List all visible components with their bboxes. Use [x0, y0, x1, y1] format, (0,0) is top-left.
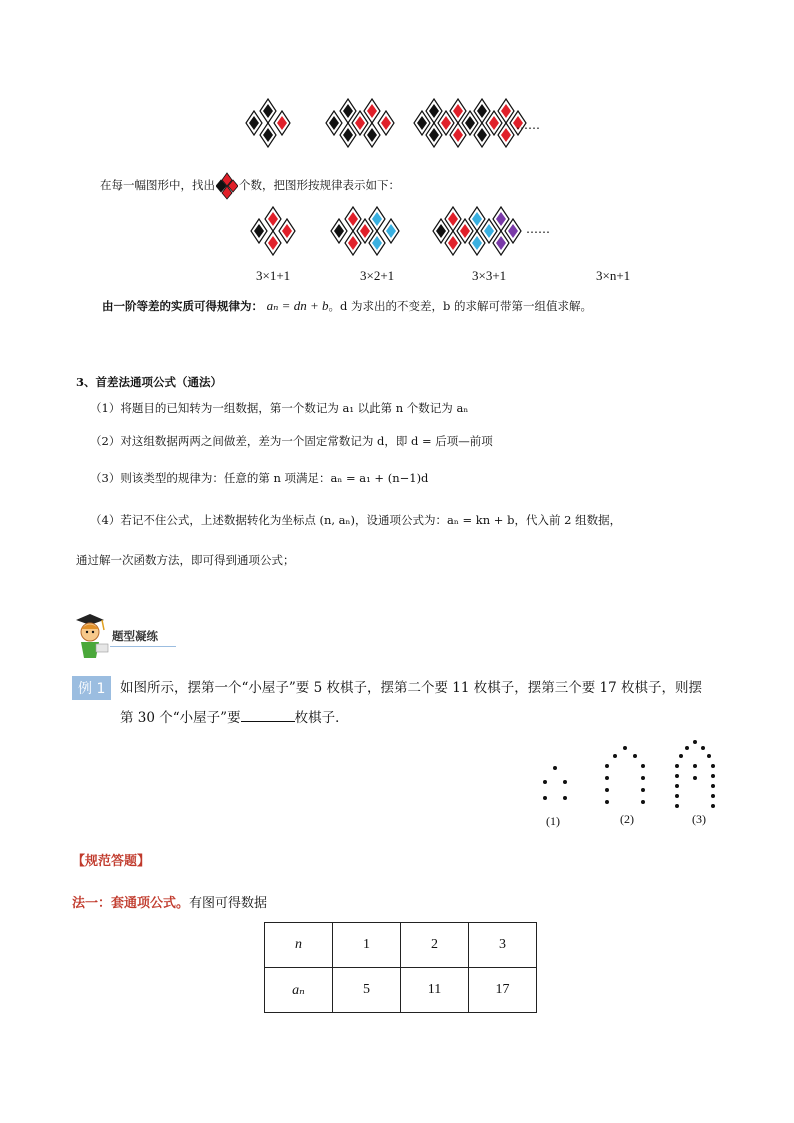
table-cell: 5 [333, 968, 401, 1013]
section3-item-2: （2）对这组数据两两之间做差，差为一个固定常数记为 d，即 d = 后项—前项 [90, 434, 493, 448]
top-figure-ellipsis: …… [516, 118, 540, 132]
pattern-n: 3×n+1 [596, 268, 631, 283]
answer-heading: 【规范答题】 [72, 854, 151, 869]
intro-line [100, 172, 400, 200]
example-line-1: 如图所示，摆第一个“小屋子”要 5 枚棋子，摆第二个要 11 枚棋子，摆第三个要 17 枚棋子，则摆 [120, 680, 702, 696]
colored-diamond-figure [245, 205, 545, 257]
pattern-1: 3×1+1 [256, 268, 291, 283]
rule-lead: 由一阶等差的实质可得规律为： [102, 299, 263, 313]
mascot-icon [68, 612, 114, 662]
pattern-2: 3×2+1 [360, 268, 395, 283]
practice-label: 题型凝练 [112, 629, 158, 643]
intro-after: 个数，把图形按规律表示如下： [239, 178, 400, 192]
data-table [264, 922, 537, 1013]
pattern-3: 3×3+1 [472, 268, 507, 283]
section3-item-1: （1）将题目的已知转为一组数据，第一个数记为 a₁ 以此第 n 个数记为 aₙ [90, 401, 469, 415]
section3-item-4-cont: 通过解一次函数方法，即可得到通项公式； [76, 553, 295, 567]
example-line-2 [120, 706, 349, 726]
method1-line [72, 892, 267, 911]
diamond-pattern-figure [240, 98, 540, 148]
intro-before: 在每一幅图形中，找出 [100, 178, 215, 192]
section3-title: 3、首差法通项公式（通法） [76, 375, 223, 389]
section3-item-3: （3）则该类型的规律为：任意的第 n 项满足：aₙ = a₁ + (n−1)d [90, 471, 429, 485]
table-cell: 3 [469, 923, 537, 968]
table-row [265, 968, 537, 1013]
example-line-2-after: 枚棋子． [294, 710, 349, 726]
figure-label-1: (1) [546, 814, 560, 828]
figure-label-3: (3) [692, 812, 706, 826]
rule-formula: aₙ = dn + b [266, 298, 329, 313]
house-dots-figure [535, 738, 735, 818]
practice-label-underline [110, 646, 176, 647]
table-cell: aₙ [265, 968, 333, 1013]
table-cell: 1 [333, 923, 401, 968]
house-2 [605, 746, 645, 804]
section3-item-4: （4）若记不住公式，上述数据转化为坐标点 (n, aₙ)，设通项公式为：aₙ = kn + b，代入前 2 组数据， [90, 513, 622, 527]
table-cell: n [265, 923, 333, 968]
house-1 [543, 766, 567, 800]
rule-tail: 。d 为求出的不变差，b 的求解可带第一组值求解。 [328, 299, 593, 313]
example-badge: 例 1 [72, 676, 111, 700]
figure-label-2: (2) [620, 812, 634, 826]
table-cell: 11 [401, 968, 469, 1013]
table-cell: 2 [401, 923, 469, 968]
table-row [265, 923, 537, 968]
diamond-unit-icon [216, 172, 238, 200]
method1-red: 法一：套通项公式。 [72, 896, 190, 911]
method1-black: 有图可得数据 [189, 896, 268, 911]
rule-line [102, 298, 592, 314]
answer-blank [241, 707, 295, 722]
house-3 [675, 740, 715, 808]
example-line-2-before: 第 30 个“小屋子”要 [120, 710, 241, 726]
color-figure-ellipsis: …… [526, 222, 550, 236]
table-cell: 17 [469, 968, 537, 1013]
